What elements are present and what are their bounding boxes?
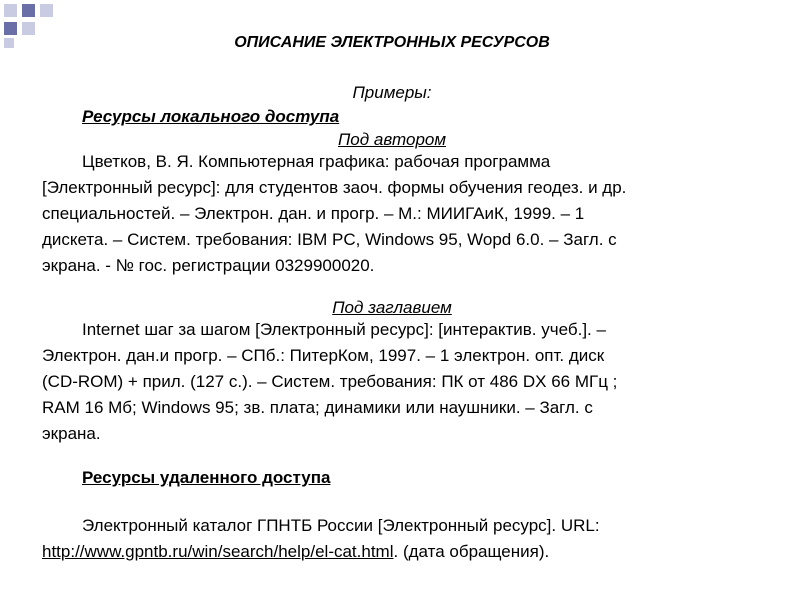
by-title-subheading: Под заглавием	[332, 298, 452, 317]
remote-entry-line-2	[42, 541, 549, 563]
decor-square-6	[4, 38, 14, 48]
author-entry-line-3: специальностей. – Электрон. дан. и прогр. – М.: МИИГАиК, 1999. – 1	[42, 204, 585, 223]
remote-access-heading: Ресурсы удаленного доступа	[82, 468, 331, 487]
examples-label: Примеры:	[352, 83, 432, 102]
author-entry-line-4: дискета. – Систем. требования: IBM PC, Windows 95, Wopd 6.0. – Загл. с	[42, 230, 617, 249]
decor-square-4	[4, 22, 17, 35]
remote-entry-suffix: . (дата обращения).	[393, 542, 550, 561]
author-entry-line-2: [Электронный ресурс]: для студентов заоч. формы обучения геодез. и др.	[42, 178, 627, 197]
author-entry-line-1: Цветков, В. Я. Компьютерная графика: рабочая программа	[82, 152, 551, 171]
title-entry-line-4: RAM 16 Мб; Windows 95; зв. плата; динамики или наушники. – Загл. с	[42, 398, 593, 417]
remote-entry-line-1: Электронный каталог ГПНТБ России [Электронный ресурс]. URL:	[82, 516, 600, 535]
title-entry-line-1: Internet шаг за шагом [Электронный ресурс]: [интерактив. учеб.]. –	[82, 320, 606, 339]
by-author-subheading: Под автором	[337, 130, 447, 149]
title-entry-line-2: Электрон. дан.и прогр. – СПб.: ПитерКом, 1997. – 1 электрон. опт. диск	[42, 346, 605, 365]
decor-square-5	[22, 22, 35, 35]
author-entry-line-5: экрана. - № гос. регистрации 0329900020.	[42, 256, 375, 275]
title-entry-line-3: (CD-ROM) + прил. (127 с.). – Систем. требования: ПК от 486 DX 66 МГц ;	[42, 372, 618, 391]
decor-square-1	[4, 4, 17, 17]
page-title: ОПИСАНИЕ ЭЛЕКТРОННЫХ РЕСУРСОВ	[234, 34, 550, 51]
decor-square-2	[22, 4, 35, 17]
decor-square-3	[40, 4, 53, 17]
local-access-heading: Ресурсы локального доступа	[82, 107, 340, 126]
title-entry-line-5: экрана.	[42, 424, 101, 443]
gpntb-catalog-link[interactable]: http://www.gpntb.ru/win/search/help/el-cat.html	[42, 542, 394, 561]
